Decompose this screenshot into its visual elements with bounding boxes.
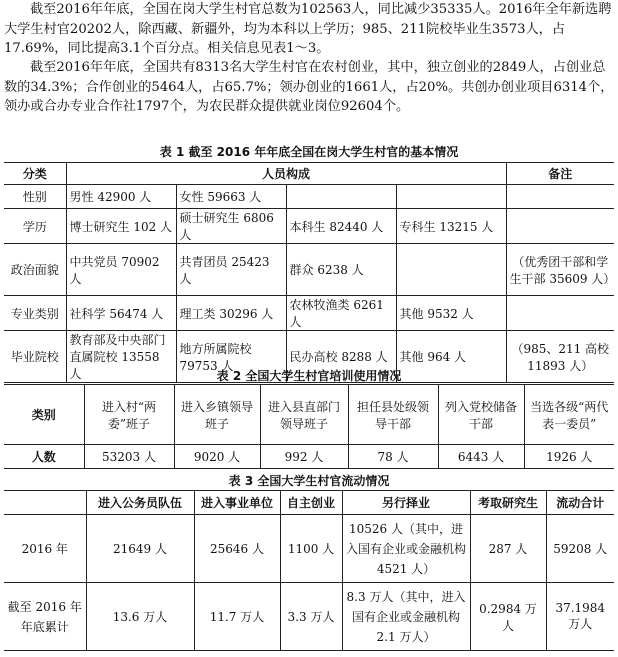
table-header: 担任县处级领导干部: [348, 385, 438, 445]
table-cell: 社科学 56474 人: [66, 296, 176, 331]
table-header: [4, 491, 86, 515]
table-row: [4, 583, 614, 651]
table-row: [4, 209, 614, 244]
table-cell: 人数: [4, 445, 84, 469]
table-cell: [506, 209, 614, 244]
table-header: 类别: [4, 385, 84, 445]
table-cell: [506, 296, 614, 331]
table-cell: 3.3 万人: [280, 583, 342, 651]
table-cell: 53203 人: [84, 445, 174, 469]
table-row: [4, 296, 614, 331]
table-header: 进入村“两委”班子: [84, 385, 174, 445]
table-cell: 9020 人: [174, 445, 260, 469]
table-header: 自主创业: [280, 491, 342, 515]
table-cell: 10526 人（其中，进入国有企业或金融机构 4521 人）: [342, 515, 470, 583]
table-header: 流动合计: [546, 491, 614, 515]
table-cell: （985、211 高校 11893 人）: [506, 331, 614, 383]
table-cell: 女性 59663 人: [176, 185, 286, 209]
table-cell: 287 人: [470, 515, 546, 583]
table-cell: 男性 42900 人: [66, 185, 176, 209]
table-cell: 本科生 82440 人: [286, 209, 396, 244]
table-3: [4, 490, 614, 651]
table-row: [4, 244, 614, 296]
table-row: [4, 515, 614, 583]
table-cell: 11.7 万人: [194, 583, 280, 651]
table-cell: 地方所属院校 79753 人: [176, 331, 286, 383]
table-row: [4, 385, 614, 445]
table-cell: 共青团员 25423 人: [176, 244, 286, 296]
table-cell: 硕士研究生 6806 人: [176, 209, 286, 244]
table-cell: [396, 244, 506, 296]
table-header: 另行择业: [342, 491, 470, 515]
table-2: [4, 384, 614, 469]
table-cell: 1926 人: [524, 445, 614, 469]
table-cell: 理工类 30296 人: [176, 296, 286, 331]
table-cell: 农林牧渔类 6261 人: [286, 296, 396, 331]
table-1: [4, 162, 614, 383]
table-header: 进入公务员队伍: [86, 491, 194, 515]
table-cell: 学历: [4, 209, 66, 244]
table-header: 备注: [506, 163, 614, 185]
table-row: [4, 163, 614, 185]
table-cell: 0.2984 万人: [470, 583, 546, 651]
table-cell: 教育部及中央部门直属院校 13558 人: [66, 331, 176, 383]
table2-caption: 表 2 全国大学生村官培训使用情况: [216, 369, 402, 383]
table-cell: 截至 2016 年年底累计: [4, 583, 86, 651]
table-header: 进入县直部门领导班子: [260, 385, 348, 445]
table-cell: 2016 年: [4, 515, 86, 583]
table-cell: [396, 185, 506, 209]
table-cell: 8.3 万人（其中，进入国有企业或金融机构 2.1 万人）: [342, 583, 470, 651]
table-cell: 其他 9532 人: [396, 296, 506, 331]
table-cell: 13.6 万人: [86, 583, 194, 651]
table-header: 进入乡镇领导班子: [174, 385, 260, 445]
table-cell: 性别: [4, 185, 66, 209]
table-cell: 25646 人: [194, 515, 280, 583]
table-cell: 群众 6238 人: [286, 244, 396, 296]
table-cell: 21649 人: [86, 515, 194, 583]
table-header: 列入党校储备干部: [438, 385, 524, 445]
table-cell: 毕业院校: [4, 331, 66, 383]
table-cell: 专业类别: [4, 296, 66, 331]
table-cell: 992 人: [260, 445, 348, 469]
table-cell: 1100 人: [280, 515, 342, 583]
table-cell: 59208 人: [546, 515, 614, 583]
table-header: 当选各级“两代表一委员”: [524, 385, 614, 445]
table-cell: （优秀团干部和学生干部 35609 人）: [506, 244, 614, 296]
table-cell: 78 人: [348, 445, 438, 469]
table-cell: 博士研究生 102 人: [66, 209, 176, 244]
table-cell: 其他 964 人: [396, 331, 506, 383]
table-row: [4, 491, 614, 515]
table-cell: 37.1984 万人: [546, 583, 614, 651]
table1-caption: 表 1 截至 2016 年年底全国在岗大学生村官的基本情况: [159, 145, 459, 159]
table-cell: 政治面貌: [4, 244, 66, 296]
table-cell: 中共党员 70902 人: [66, 244, 176, 296]
table-cell: 专科生 13215 人: [396, 209, 506, 244]
table-cell: 6443 人: [438, 445, 524, 469]
table-header: 分类: [4, 163, 66, 185]
table-cell: 民办高校 8288 人: [286, 331, 396, 383]
table-header: 考取研究生: [470, 491, 546, 515]
paragraph-1: 截至2016年年底，全国在岗大学生村官总数为102563人，同比减少35335人。2016年全年新选聘大学生村官20202人，除西藏、新疆外，均为本科以上学历；985、211院校毕业生3573人，占17.69%，同比提高3.1个百分点。相关信息见表1～3。: [4, 2, 612, 56]
table-cell: [506, 185, 614, 209]
table-row: [4, 185, 614, 209]
paragraph-2: 截至2016年年底，全国共有8313名大学生村官在农村创业，其中，独立创业的2849人，占创业总数的34.3%；合作创业的5464人，占65.7%；领办创业的1661人，占20%。共创办创业项目6314个，领办或合办专业合作社1797个，为农民群众提供就业岗位92604个。: [4, 60, 614, 114]
table-row: [4, 445, 614, 469]
table-header: 进入事业单位: [194, 491, 280, 515]
table-header: 人员构成: [66, 163, 506, 185]
table3-caption: 表 3 全国大学生村官流动情况: [228, 474, 390, 488]
table-cell: [286, 185, 396, 209]
